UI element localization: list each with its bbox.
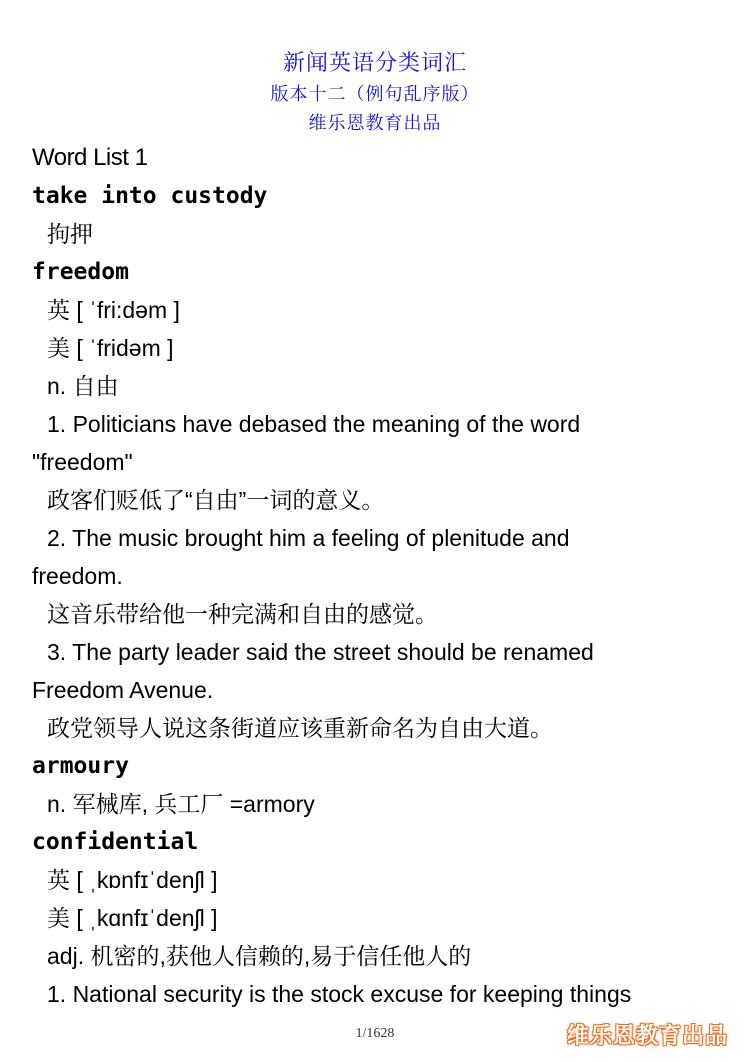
- example-sentence: 2. The music brought him a feeling of plenitude and: [47, 525, 570, 551]
- definition: adj. 机密的,获他人信赖的,易于信任他人的: [47, 943, 472, 969]
- pronunciation-us: 美 [ ˈfridəm ]: [47, 335, 174, 361]
- definition: n. 军械库, 兵工厂 =armory: [47, 791, 315, 817]
- headword: armoury: [32, 753, 129, 779]
- example-sentence: 1. National security is the stock excuse for keeping things: [47, 981, 632, 1007]
- word-list-title: Word List 1: [32, 144, 148, 171]
- example-sentence-cont: freedom.: [32, 563, 123, 589]
- example-translation: 这音乐带给他一种完满和自由的感觉。: [47, 601, 438, 627]
- document-title: 新闻英语分类词汇: [282, 50, 467, 75]
- pronunciation-uk: 英 [ ˈfri:dəm ]: [47, 297, 180, 323]
- headword: freedom: [32, 259, 129, 285]
- example-sentence: 3. The party leader said the street should be renamed: [47, 639, 594, 665]
- example-translation: 政党领导人说这条街道应该重新命名为自由大道。: [47, 715, 553, 741]
- pronunciation-uk: 英 [ ˌkɒnfɪˈdenʃl ]: [47, 867, 218, 893]
- example-sentence-cont: "freedom": [32, 449, 133, 475]
- word-list-content: [32, 139, 732, 1013]
- definition: n. 自由: [47, 373, 119, 399]
- document-subtitle: 版本十二（例句乱序版）: [270, 84, 480, 104]
- definition: 拘押: [47, 221, 93, 247]
- publisher-line: 维乐恩教育出品: [308, 113, 442, 133]
- example-sentence: 1. Politicians have debased the meaning of the word: [47, 411, 581, 437]
- page-number: 1/1628: [355, 1026, 395, 1041]
- example-translation: 政客们贬低了“自由”一词的意义。: [47, 487, 385, 513]
- example-sentence-cont: Freedom Avenue.: [32, 677, 214, 703]
- pronunciation-us: 美 [ ˌkɑnfɪˈdenʃl ]: [47, 905, 218, 931]
- headword: confidential: [32, 829, 199, 855]
- headword: take into custody: [32, 183, 268, 209]
- publisher-watermark: 维乐恩教育出品: [566, 1023, 728, 1048]
